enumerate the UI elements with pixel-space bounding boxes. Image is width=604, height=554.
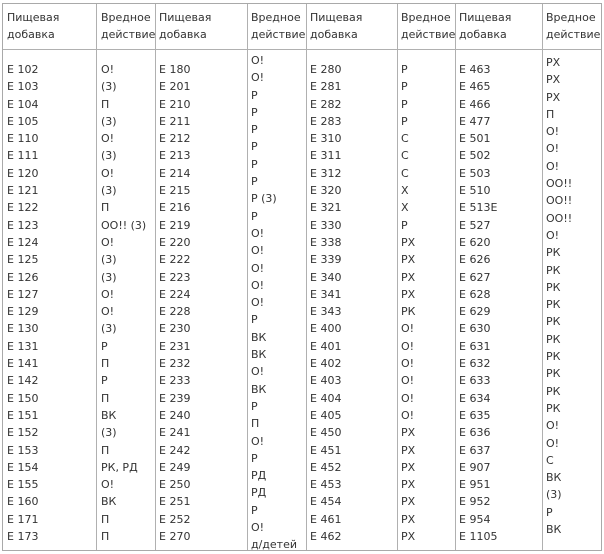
additive-code: E 310 <box>310 132 342 146</box>
harm-code: РХ <box>401 270 416 284</box>
additive-code: E 637 <box>459 443 491 457</box>
harm-code: РХ <box>401 235 416 249</box>
additive-code: E 628 <box>459 287 491 301</box>
additive-code: E 219 <box>159 218 191 232</box>
additive-code: E 340 <box>310 270 342 284</box>
harm-code: РК <box>546 350 561 364</box>
harm-code: РК, РД <box>101 460 138 474</box>
harm-code: О! <box>251 296 265 310</box>
additive-code: E 210 <box>159 97 191 111</box>
additive-code: E 153 <box>7 443 39 457</box>
additive-code: E 201 <box>159 80 191 94</box>
additive-code: E 171 <box>7 512 39 526</box>
harm-code: РК <box>546 332 561 346</box>
additive-code: E 465 <box>459 80 491 94</box>
additive-code: E 951 <box>459 478 491 492</box>
harm-code: ОО!! <box>546 177 573 191</box>
additive-code: E 222 <box>159 253 191 267</box>
additive-code: E 461 <box>310 512 342 526</box>
harm-code: (3) <box>101 114 117 128</box>
harm-code: ВК <box>101 495 117 509</box>
harm-code: О! <box>101 235 115 249</box>
additive-code: E 952 <box>459 495 491 509</box>
additive-code: E 450 <box>310 426 342 440</box>
harm-code: П <box>101 97 110 111</box>
harm-code: (3) <box>546 488 562 502</box>
additive-code: E 152 <box>7 426 39 440</box>
harm-code: О! <box>251 244 265 258</box>
harm-code: О! <box>546 419 560 433</box>
additive-code: E 103 <box>7 80 39 94</box>
harm-code: Р <box>401 80 408 94</box>
additive-code: E 252 <box>159 512 191 526</box>
harm-code: О! <box>401 357 415 371</box>
harm-code: О! <box>251 226 265 240</box>
harm-code: Р <box>401 114 408 128</box>
additive-code: E 104 <box>7 97 39 111</box>
additive-code: E 111 <box>7 149 39 163</box>
additive-code: E 620 <box>459 235 491 249</box>
additive-code: E 251 <box>159 495 191 509</box>
additive-code: E 320 <box>310 184 342 198</box>
harm-code: (3) <box>101 270 117 284</box>
additive-code: E 155 <box>7 478 39 492</box>
additive-code: E 270 <box>159 530 191 544</box>
harm-code: П <box>101 530 110 544</box>
harm-code: О! <box>101 166 115 180</box>
harm-code: Р <box>251 88 258 102</box>
additive-code: E 282 <box>310 97 342 111</box>
harm-code: Р <box>251 105 258 119</box>
additive-code: E 280 <box>310 63 342 76</box>
harm-code: РХ <box>401 495 416 509</box>
additive-code: E 463 <box>459 63 491 76</box>
harm-code: О! <box>546 159 560 173</box>
additive-code: E 631 <box>459 339 491 353</box>
additive-code: E 126 <box>7 270 39 284</box>
harm-code: РХ <box>546 73 561 87</box>
additive-code: E 131 <box>7 339 39 353</box>
additive-code: E 220 <box>159 235 191 249</box>
header-additive: Пищевая добавка <box>310 11 363 41</box>
additive-code: E 636 <box>459 426 491 440</box>
column-divider <box>397 4 398 550</box>
header-harm: Вредное действие <box>546 11 601 41</box>
harm-code: (3) <box>101 80 117 94</box>
harm-column <box>251 52 297 554</box>
harm-code: О! <box>546 228 560 242</box>
additive-code: E 124 <box>7 235 39 249</box>
additive-code: E 401 <box>310 339 342 353</box>
harm-code: Р <box>251 313 258 327</box>
additive-code: E 627 <box>459 270 491 284</box>
additive-code: E 634 <box>459 391 491 405</box>
harm-code: О! <box>101 132 115 146</box>
harm-code: Р <box>401 63 408 76</box>
additive-code: E 281 <box>310 80 342 94</box>
additive-column <box>310 61 341 545</box>
additive-code: E 339 <box>310 253 342 267</box>
additive-code: E 907 <box>459 460 491 474</box>
additive-code: E 452 <box>310 460 342 474</box>
harm-code: Р <box>401 97 408 111</box>
harm-code: С <box>401 132 409 146</box>
additive-code: E 214 <box>159 166 191 180</box>
additive-code: E 477 <box>459 114 491 128</box>
additive-code: E 173 <box>7 530 39 544</box>
additive-code: E 527 <box>459 218 491 232</box>
harm-code: (3) <box>101 184 117 198</box>
harm-code: РХ <box>401 426 416 440</box>
harm-code: О! <box>401 408 415 422</box>
additive-code: E 629 <box>459 305 491 319</box>
harm-code: О! <box>401 391 415 405</box>
harm-code: Р <box>401 218 408 232</box>
additive-code: E 151 <box>7 408 39 422</box>
additive-code: E 249 <box>159 460 191 474</box>
harm-column <box>546 54 572 538</box>
harm-code: РК <box>401 305 416 319</box>
harm-code: РК <box>546 401 561 415</box>
harm-code: ВК <box>251 330 267 344</box>
harm-code: Р <box>251 175 258 189</box>
additive-code: E 954 <box>459 512 491 526</box>
harm-code: ОО!! <box>546 194 573 208</box>
additive-code: E 633 <box>459 374 491 388</box>
harm-code: О! <box>251 521 265 535</box>
additive-code: E 626 <box>459 253 491 267</box>
harm-code: Р <box>251 451 258 465</box>
harm-code: С <box>401 166 409 180</box>
column-divider <box>455 4 456 550</box>
harm-code: Р <box>251 140 258 154</box>
harm-code: ВК <box>251 348 267 362</box>
additive-column <box>159 61 190 545</box>
harm-code: д/детей <box>251 538 298 552</box>
additive-code: E 141 <box>7 357 39 371</box>
harm-code: ВК <box>546 523 562 537</box>
additive-code: E 120 <box>7 166 39 180</box>
harm-code: РХ <box>401 512 416 526</box>
harm-code: О! <box>101 478 115 492</box>
additive-code: E 123 <box>7 218 39 232</box>
additive-code: E 405 <box>310 408 342 422</box>
additive-code: E 241 <box>159 426 191 440</box>
harm-code: Р <box>251 503 258 517</box>
additive-code: E 242 <box>159 443 191 457</box>
harm-code: РХ <box>546 90 561 104</box>
additive-code: E 224 <box>159 287 191 301</box>
harm-code: ВК <box>546 471 562 485</box>
harm-code: О! <box>546 436 560 450</box>
additive-code: E 228 <box>159 305 191 319</box>
harm-code: (3) <box>101 322 117 336</box>
additive-code: E 632 <box>459 357 491 371</box>
harm-code: РК <box>546 298 561 312</box>
additive-code: E 341 <box>310 287 342 301</box>
harm-code: О! <box>251 278 265 292</box>
additive-code: E 215 <box>159 184 191 198</box>
harm-code: РД <box>251 486 267 500</box>
additive-code: E 462 <box>310 530 342 544</box>
harm-code: Р <box>101 374 108 388</box>
harm-code: (3) <box>101 426 117 440</box>
additive-code: E 338 <box>310 235 342 249</box>
column-divider <box>542 4 543 550</box>
additive-code: E 110 <box>7 132 39 146</box>
additive-code: E 330 <box>310 218 342 232</box>
additive-code: E 154 <box>7 460 39 474</box>
additive-code: E 321 <box>310 201 342 215</box>
additive-code: E 127 <box>7 287 39 301</box>
column-divider <box>96 4 97 550</box>
harm-code: РК <box>546 280 561 294</box>
additive-code: E 404 <box>310 391 342 405</box>
header-additive: Пищевая добавка <box>7 11 60 41</box>
additive-code: E 232 <box>159 357 191 371</box>
harm-code: РХ <box>401 443 416 457</box>
additive-column <box>7 61 38 545</box>
additive-code: E 180 <box>159 63 191 76</box>
header-additive: Пищевая добавка <box>459 11 512 41</box>
harm-code: РХ <box>546 56 561 69</box>
harm-code: П <box>101 357 110 371</box>
harm-code: П <box>101 201 110 215</box>
harm-code: РХ <box>401 530 416 544</box>
harm-code: ВК <box>101 408 117 422</box>
harm-code: Р <box>251 399 258 413</box>
harm-code: РК <box>546 246 561 260</box>
harm-code: О! <box>401 339 415 353</box>
additive-code: E 212 <box>159 132 191 146</box>
additive-code: E 160 <box>7 495 39 509</box>
additive-code: E 503 <box>459 166 491 180</box>
additive-code: E 240 <box>159 408 191 422</box>
additive-code: E 230 <box>159 322 191 336</box>
additive-code: E 343 <box>310 305 342 319</box>
additive-code: E 312 <box>310 166 342 180</box>
harm-code: РХ <box>401 287 416 301</box>
additive-code: E 216 <box>159 201 191 215</box>
harm-code: Р <box>101 339 108 353</box>
additive-code: E 454 <box>310 495 342 509</box>
harm-code: П <box>101 391 110 405</box>
additive-code: E 239 <box>159 391 191 405</box>
harm-code: Р (3) <box>251 192 277 206</box>
additive-code: E 213 <box>159 149 191 163</box>
harm-code: П <box>101 443 110 457</box>
additive-code: E 231 <box>159 339 191 353</box>
harm-code: О! <box>546 125 560 139</box>
additive-code: E 125 <box>7 253 39 267</box>
header-harm: Вредное действие <box>251 11 306 41</box>
header-harm: Вредное действие <box>401 11 456 41</box>
harm-code: РК <box>546 315 561 329</box>
harm-code: ВК <box>251 382 267 396</box>
header-divider <box>3 49 601 50</box>
harm-code: О! <box>251 54 265 67</box>
harm-code: РХ <box>401 253 416 267</box>
additive-code: E 105 <box>7 114 39 128</box>
additive-code: E 102 <box>7 63 39 76</box>
harm-code: О! <box>101 287 115 301</box>
additive-code: E 129 <box>7 305 39 319</box>
additive-code: E 400 <box>310 322 342 336</box>
harm-code: П <box>546 107 555 121</box>
harm-code: О! <box>251 365 265 379</box>
additive-code: E 510 <box>459 184 491 198</box>
additive-code: E 223 <box>159 270 191 284</box>
additive-code: E 311 <box>310 149 342 163</box>
harm-code: П <box>101 512 110 526</box>
harm-column <box>401 61 415 545</box>
harm-code: О! <box>101 305 115 319</box>
additive-code: E 233 <box>159 374 191 388</box>
additive-code: E 466 <box>459 97 491 111</box>
harm-code: Р <box>251 157 258 171</box>
harm-column <box>101 61 146 545</box>
harm-code: О! <box>401 374 415 388</box>
header-additive: Пищевая добавка <box>159 11 212 41</box>
additive-code: E 630 <box>459 322 491 336</box>
harm-code: ОО!! (3) <box>101 218 147 232</box>
column-divider <box>247 4 248 550</box>
harm-code: (3) <box>101 149 117 163</box>
additive-code: E 122 <box>7 201 39 215</box>
harm-code: С <box>401 149 409 163</box>
harm-code: РК <box>546 367 561 381</box>
harm-code: РК <box>546 263 561 277</box>
additive-code: E 150 <box>7 391 39 405</box>
harm-code: РК <box>546 384 561 398</box>
additive-code: E 402 <box>310 357 342 371</box>
additive-column <box>459 61 497 545</box>
additive-code: E 121 <box>7 184 39 198</box>
additive-code: E 403 <box>310 374 342 388</box>
column-divider <box>306 4 307 550</box>
additive-code: E 211 <box>159 114 191 128</box>
column-divider <box>155 4 156 550</box>
harm-code: Р <box>251 123 258 137</box>
additive-code: E 451 <box>310 443 342 457</box>
harm-code: (3) <box>101 253 117 267</box>
additive-code: E 142 <box>7 374 39 388</box>
harm-code: О! <box>546 142 560 156</box>
additive-code: E 453 <box>310 478 342 492</box>
harm-code: Р <box>251 209 258 223</box>
additive-code: E 502 <box>459 149 491 163</box>
harm-code: ОО!! <box>546 211 573 225</box>
harm-code: П <box>251 417 260 431</box>
additive-code: E 250 <box>159 478 191 492</box>
harm-code: Х <box>401 184 409 198</box>
harm-code: С <box>546 453 554 467</box>
additive-code: E 1105 <box>459 530 498 544</box>
harm-code: О! <box>101 63 115 76</box>
harm-code: О! <box>401 322 415 336</box>
header-harm: Вредное действие <box>101 11 156 41</box>
harm-code: О! <box>251 434 265 448</box>
additive-code: E 283 <box>310 114 342 128</box>
harm-code: Х <box>401 201 409 215</box>
harm-code: О! <box>251 261 265 275</box>
additive-code: E 513Е <box>459 201 498 215</box>
harm-code: РД <box>251 469 267 483</box>
additive-code: E 635 <box>459 408 491 422</box>
harm-code: Р <box>546 505 553 519</box>
additives-table <box>2 3 602 551</box>
harm-code: РХ <box>401 460 416 474</box>
additive-code: E 130 <box>7 322 39 336</box>
harm-code: РХ <box>401 478 416 492</box>
harm-code: О! <box>251 71 265 85</box>
additive-code: E 501 <box>459 132 491 146</box>
